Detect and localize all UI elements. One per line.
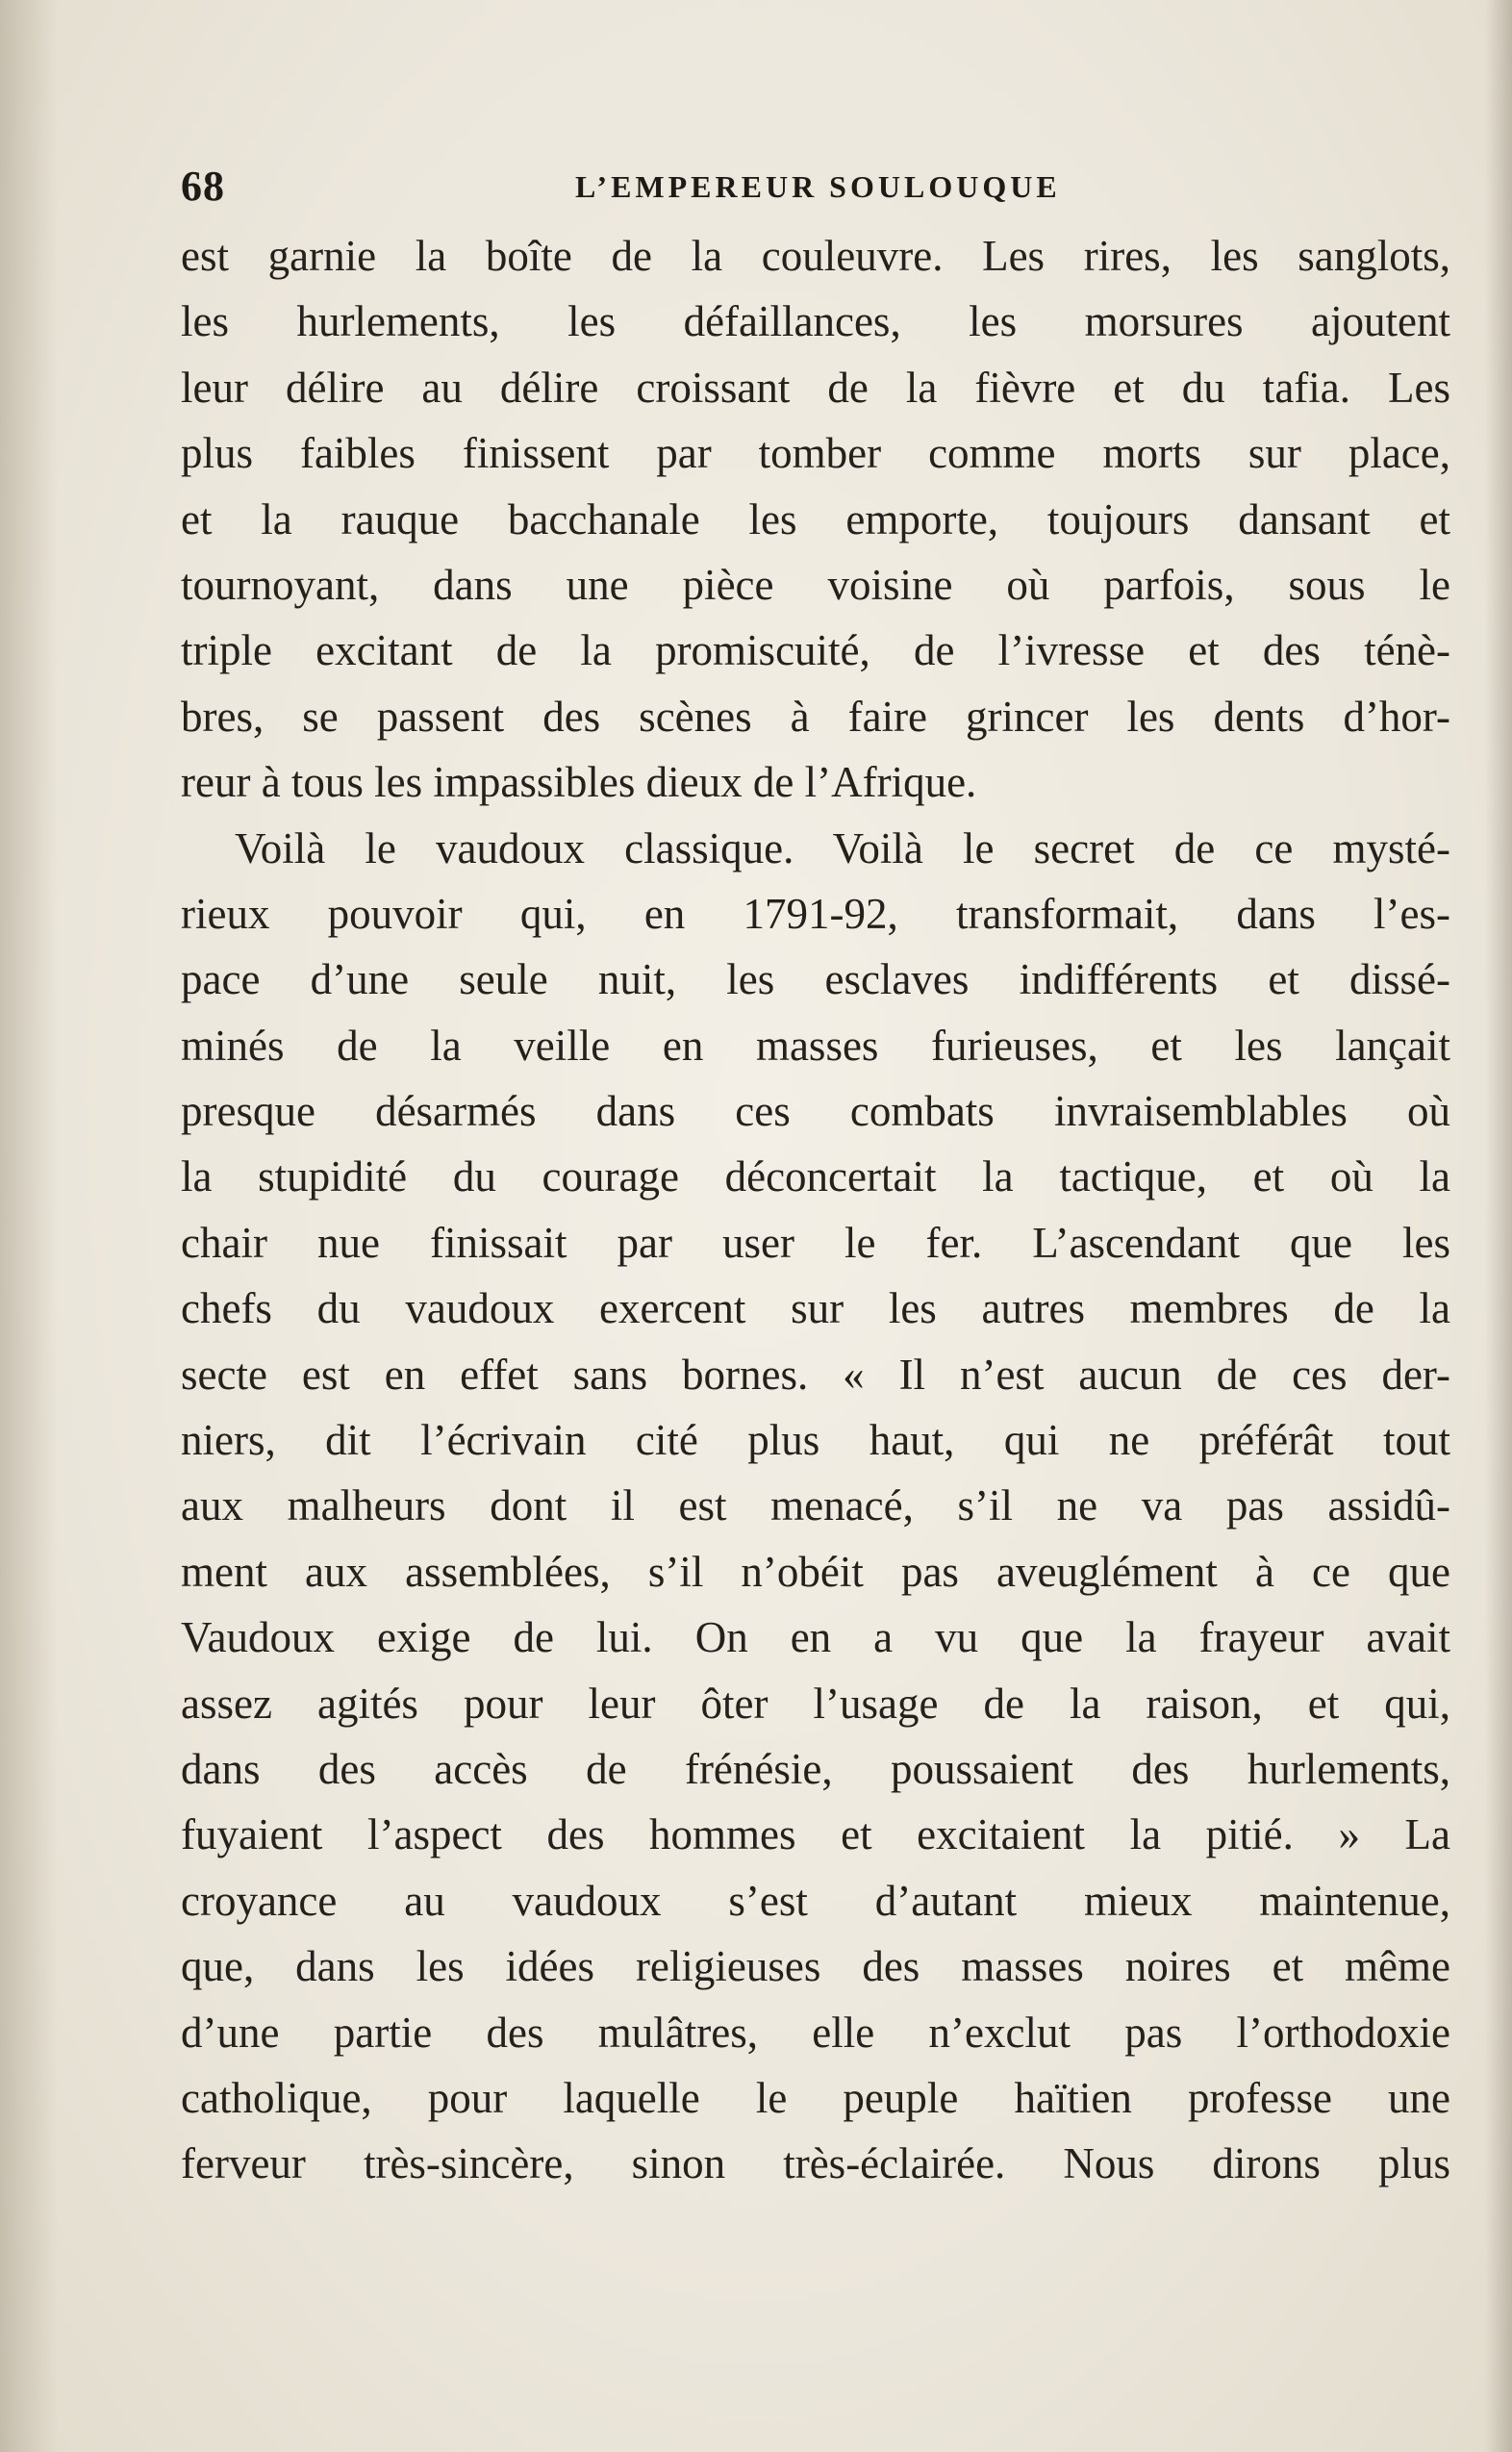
text-line: plus faibles finissent par tomber comme morts sur place, (181, 429, 1450, 478)
text-line: que, dans les idées religieuses des masses noires et même (181, 1942, 1450, 1991)
text-line: ferveur très-sincère, sinon très-éclairée. Nous dirons plus (181, 2139, 1450, 2188)
text-line: fuyaient l’aspect des hommes et excitaient la pitié. » La (181, 1810, 1450, 1859)
page-number: 68 (181, 163, 225, 210)
text-line: croyance au vaudoux s’est d’autant mieux maintenue, (181, 1876, 1450, 1925)
text-line: la stupidité du courage déconcertait la tactique, et où la (181, 1152, 1450, 1201)
text-line: chefs du vaudoux exercent sur les autres membres de la (181, 1284, 1450, 1333)
text-line: aux malheurs dont il est menacé, s’il ne va pas assidû- (181, 1481, 1450, 1530)
page-header (181, 154, 1458, 212)
text-line: pace d’une seule nuit, les esclaves indifférents et dissé- (181, 955, 1450, 1004)
text-line: niers, dit l’écrivain cité plus haut, qui ne préférât tout (181, 1416, 1450, 1465)
text-line: et la rauque bacchanale les emporte, toujours dansant et (181, 494, 1450, 543)
page-edge-shadow (1485, 0, 1512, 2452)
text-line: leur délire au délire croissant de la fièvre et du tafia. Les (181, 363, 1450, 412)
text-line: Voilà le vaudoux classique. Voilà le secret de ce mysté- (235, 823, 1450, 872)
text-line: les hurlements, les défaillances, les morsures ajoutent (181, 297, 1450, 346)
text-line: ment aux assemblées, s’il n’obéit pas aveuglément à ce que (181, 1547, 1450, 1596)
text-line: secte est en effet sans bornes. « Il n’est aucun de ces der- (181, 1350, 1450, 1399)
text-line: chair nue finissait par user le fer. L’ascendant que les (181, 1218, 1450, 1267)
text-line: catholique, pour laquelle le peuple haïtien professe une (181, 2073, 1450, 2122)
text-line: dans des accès de frénésie, poussaient des hurlements, (181, 1744, 1450, 1793)
paragraph (181, 223, 1450, 816)
body-text (181, 223, 1450, 2197)
text-line: minés de la veille en masses furieuses, et les lançait (181, 1021, 1450, 1070)
text-line: triple excitant de la promiscuité, de l’ivresse et des ténè- (181, 626, 1450, 675)
text-line: tournoyant, dans une pièce voisine où parfois, sous le (181, 560, 1450, 609)
text-line: est garnie la boîte de la couleuvre. Les rires, les sanglots, (181, 232, 1450, 280)
text-line: d’une partie des mulâtres, elle n’exclut pas l’orthodoxie (181, 2008, 1450, 2057)
text-line: rieux pouvoir qui, en 1791-92, transformait, dans l’es- (181, 889, 1450, 938)
running-title: L’EMPEREUR SOULOUQUE (575, 169, 1061, 204)
text-line: presque désarmés dans ces combats invraisemblables où (181, 1087, 1450, 1136)
spine-shadow (0, 0, 58, 2452)
paragraph (181, 816, 1450, 2197)
text-line: assez agités pour leur ôter l’usage de la raison, et qui, (181, 1679, 1450, 1728)
text-line: Vaudoux exige de lui. On en a vu que la frayeur avait (181, 1613, 1450, 1662)
text-line: bres, se passent des scènes à faire grincer les dents d’hor- (181, 692, 1450, 741)
text-line: reur à tous les impassibles dieux de l’Afrique. (181, 758, 977, 807)
